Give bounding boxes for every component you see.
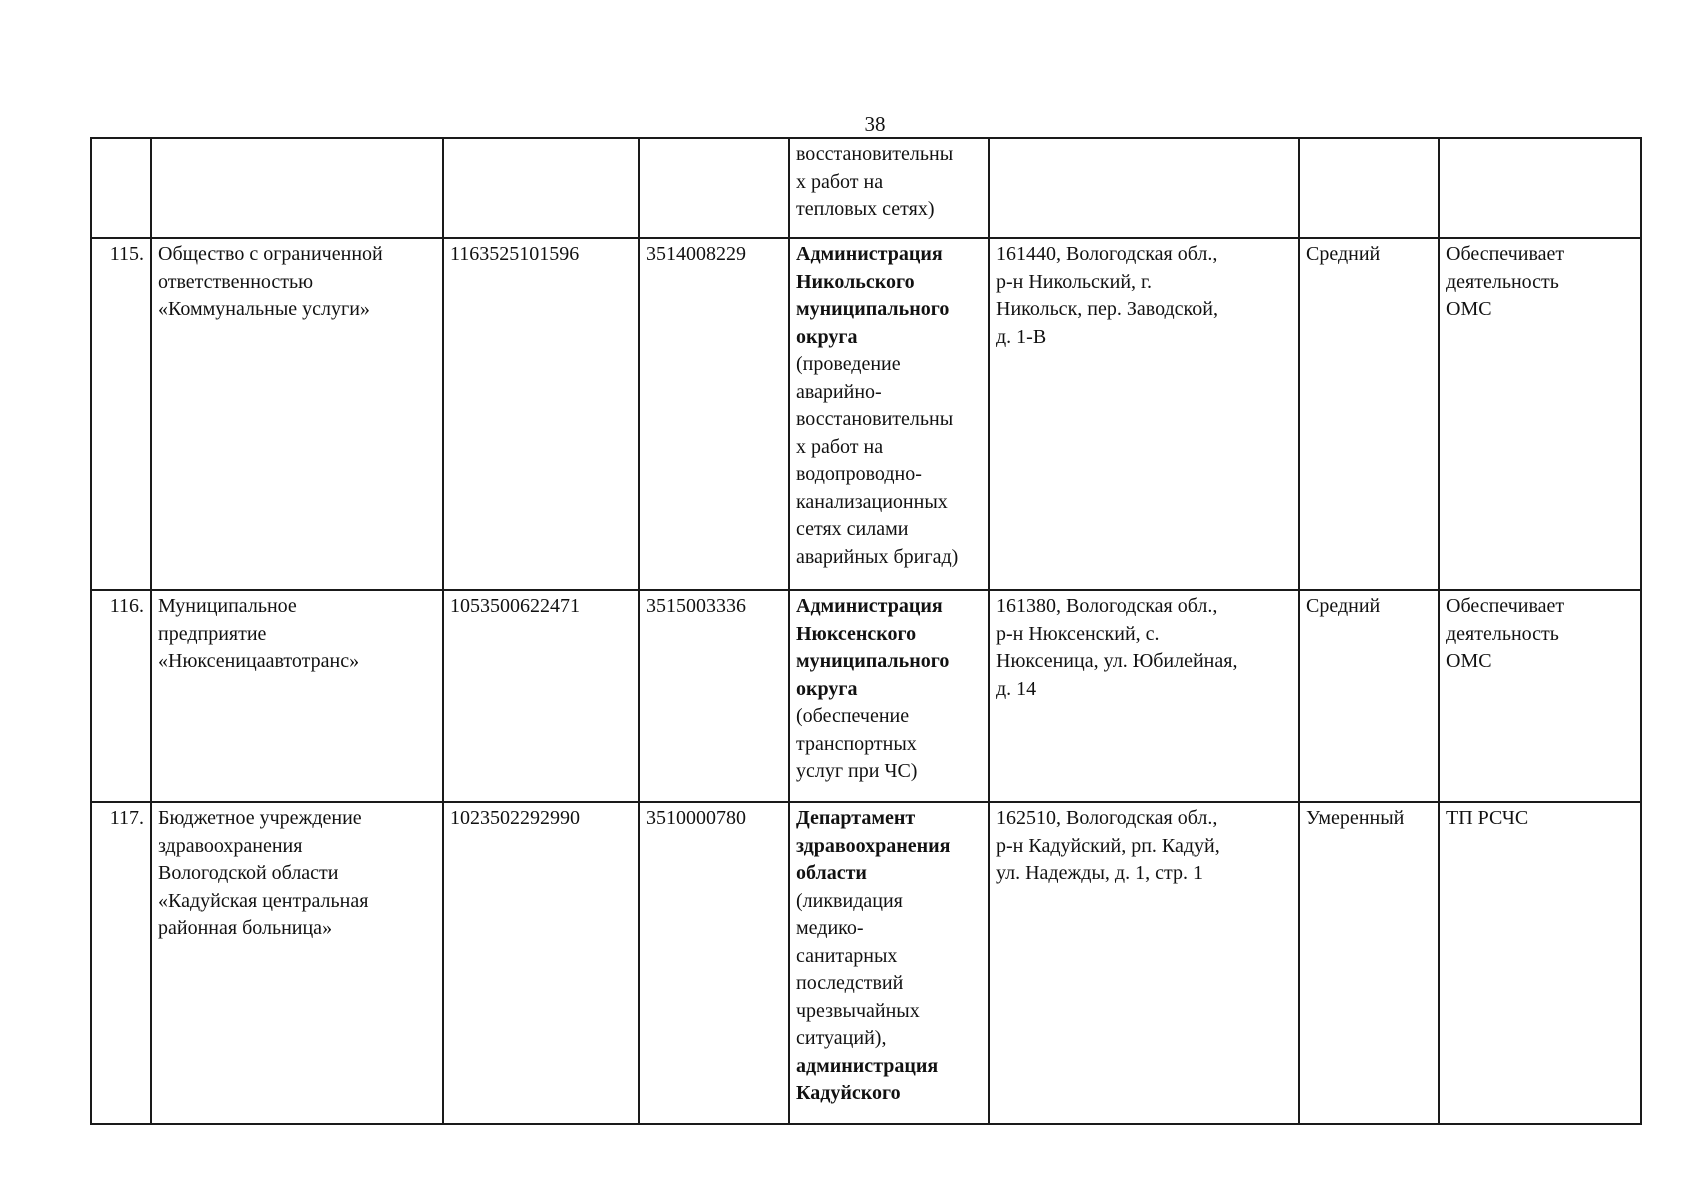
name-line: «Нюксеницаавтотранс» xyxy=(158,650,360,672)
cell-name xyxy=(151,802,443,1124)
task-line: (ликвидация xyxy=(796,889,903,912)
task-line: транспортных xyxy=(796,732,917,755)
name-line: «Коммунальные услуги» xyxy=(158,298,370,320)
task-authority-line: администрация xyxy=(796,1054,939,1077)
task-authority-line: округа xyxy=(796,677,858,700)
address-line: д. 1-В xyxy=(996,325,1047,348)
table-row xyxy=(91,590,1641,802)
role-line: ОМС xyxy=(1446,298,1492,320)
cell-task xyxy=(789,138,989,238)
cell-address xyxy=(989,802,1299,1124)
task-authority-line: Администрация xyxy=(796,595,943,617)
task-line: аварийно- xyxy=(796,380,882,403)
task-line: (обеспечение xyxy=(796,705,910,727)
task-authority-line: Администрация xyxy=(796,243,943,265)
task-authority-line: Департамент xyxy=(796,807,916,829)
role-line: ТП РСЧС xyxy=(1446,807,1529,829)
task-line: водопроводно- xyxy=(796,463,922,485)
cell-task xyxy=(789,590,989,802)
name-line: здравоохранения xyxy=(158,834,303,857)
task-line: х работ на xyxy=(796,435,884,458)
name-line: районная больница» xyxy=(158,917,333,939)
table-row-continuation xyxy=(91,138,1641,238)
task-line: восстановительны xyxy=(796,408,954,430)
cell-name xyxy=(151,138,443,238)
table-row xyxy=(91,802,1641,1124)
task-line: канализационных xyxy=(796,490,948,513)
task-authority-line: муниципального xyxy=(796,650,950,672)
cell-level xyxy=(1299,138,1439,238)
row-number: 116. xyxy=(91,590,151,802)
cell-name xyxy=(151,238,443,590)
cell-address xyxy=(989,238,1299,590)
role-line: деятельность xyxy=(1446,270,1559,293)
name-line: Муниципальное xyxy=(158,595,297,617)
address-line: р-н Кадуйский, рп. Кадуй, xyxy=(996,834,1220,857)
task-authority-line: Кадуйского xyxy=(796,1082,901,1104)
name-line: «Кадуйская центральная xyxy=(158,889,369,912)
task-authority-line: Нюксенского xyxy=(796,622,917,645)
address-line: 161380, Вологодская обл., xyxy=(996,595,1218,617)
cell-inn: 3514008229 xyxy=(639,238,789,590)
task-line: тепловых сетях) xyxy=(796,198,935,220)
role-line: Обеспечивает xyxy=(1446,243,1565,265)
task-authority-line: Никольского xyxy=(796,270,915,293)
cell-inn: 3515003336 xyxy=(639,590,789,802)
address-line: 162510, Вологодская обл., xyxy=(996,807,1218,829)
table-row xyxy=(91,238,1641,590)
cell-inn: 3510000780 xyxy=(639,802,789,1124)
cell-task xyxy=(789,238,989,590)
task-line: (проведение xyxy=(796,353,901,375)
cell-level: Умеренный xyxy=(1299,802,1439,1124)
cell-address xyxy=(989,590,1299,802)
address-line: д. 14 xyxy=(996,677,1037,700)
cell-role xyxy=(1439,238,1641,590)
cell-num xyxy=(91,138,151,238)
registry-table xyxy=(90,137,1642,1125)
name-line: ответственностью xyxy=(158,270,314,293)
address-line: ул. Надежды, д. 1, стр. 1 xyxy=(996,862,1203,884)
address-line: р-н Никольский, г. xyxy=(996,270,1152,293)
role-line: ОМС xyxy=(1446,650,1492,672)
cell-task xyxy=(789,802,989,1124)
cell-role xyxy=(1439,590,1641,802)
name-line: Бюджетное учреждение xyxy=(158,807,362,829)
task-authority-line: области xyxy=(796,862,867,884)
task-line: аварийных бригад) xyxy=(796,545,959,568)
task-line: услуг при ЧС) xyxy=(796,760,918,782)
cell-level: Средний xyxy=(1299,590,1439,802)
address-line: Нюксеница, ул. Юбилейная, xyxy=(996,650,1238,672)
cell-role xyxy=(1439,802,1641,1124)
name-line: Общество с ограниченной xyxy=(158,243,383,265)
cell-ogrn xyxy=(443,138,639,238)
cell-ogrn: 1053500622471 xyxy=(443,590,639,802)
address-line: р-н Нюксенский, с. xyxy=(996,622,1160,645)
cell-name xyxy=(151,590,443,802)
address-line: Никольск, пер. Заводской, xyxy=(996,298,1218,320)
cell-role xyxy=(1439,138,1641,238)
task-line: х работ на xyxy=(796,170,884,193)
cell-ogrn: 1163525101596 xyxy=(443,238,639,590)
row-number: 115. xyxy=(91,238,151,590)
cell-inn xyxy=(639,138,789,238)
role-line: деятельность xyxy=(1446,622,1559,645)
cell-address xyxy=(989,138,1299,238)
task-line: санитарных xyxy=(796,944,898,967)
task-authority-line: округа xyxy=(796,325,858,348)
task-authority-line: муниципального xyxy=(796,298,950,320)
cell-level: Средний xyxy=(1299,238,1439,590)
name-line: Вологодской области xyxy=(158,862,339,884)
task-line: восстановительны xyxy=(796,143,954,165)
name-line: предприятие xyxy=(158,622,267,645)
task-line: сетях силами xyxy=(796,518,909,540)
role-line: Обеспечивает xyxy=(1446,595,1565,617)
address-line: 161440, Вологодская обл., xyxy=(996,243,1218,265)
cell-ogrn: 1023502292990 xyxy=(443,802,639,1124)
row-number: 117. xyxy=(91,802,151,1124)
task-line: медико- xyxy=(796,917,864,939)
task-line: ситуаций), xyxy=(796,1027,887,1049)
page-number: 38 xyxy=(864,112,886,136)
task-line: чрезвычайных xyxy=(796,999,920,1022)
task-authority-line: здравоохранения xyxy=(796,834,951,857)
task-line: последствий xyxy=(796,972,904,994)
